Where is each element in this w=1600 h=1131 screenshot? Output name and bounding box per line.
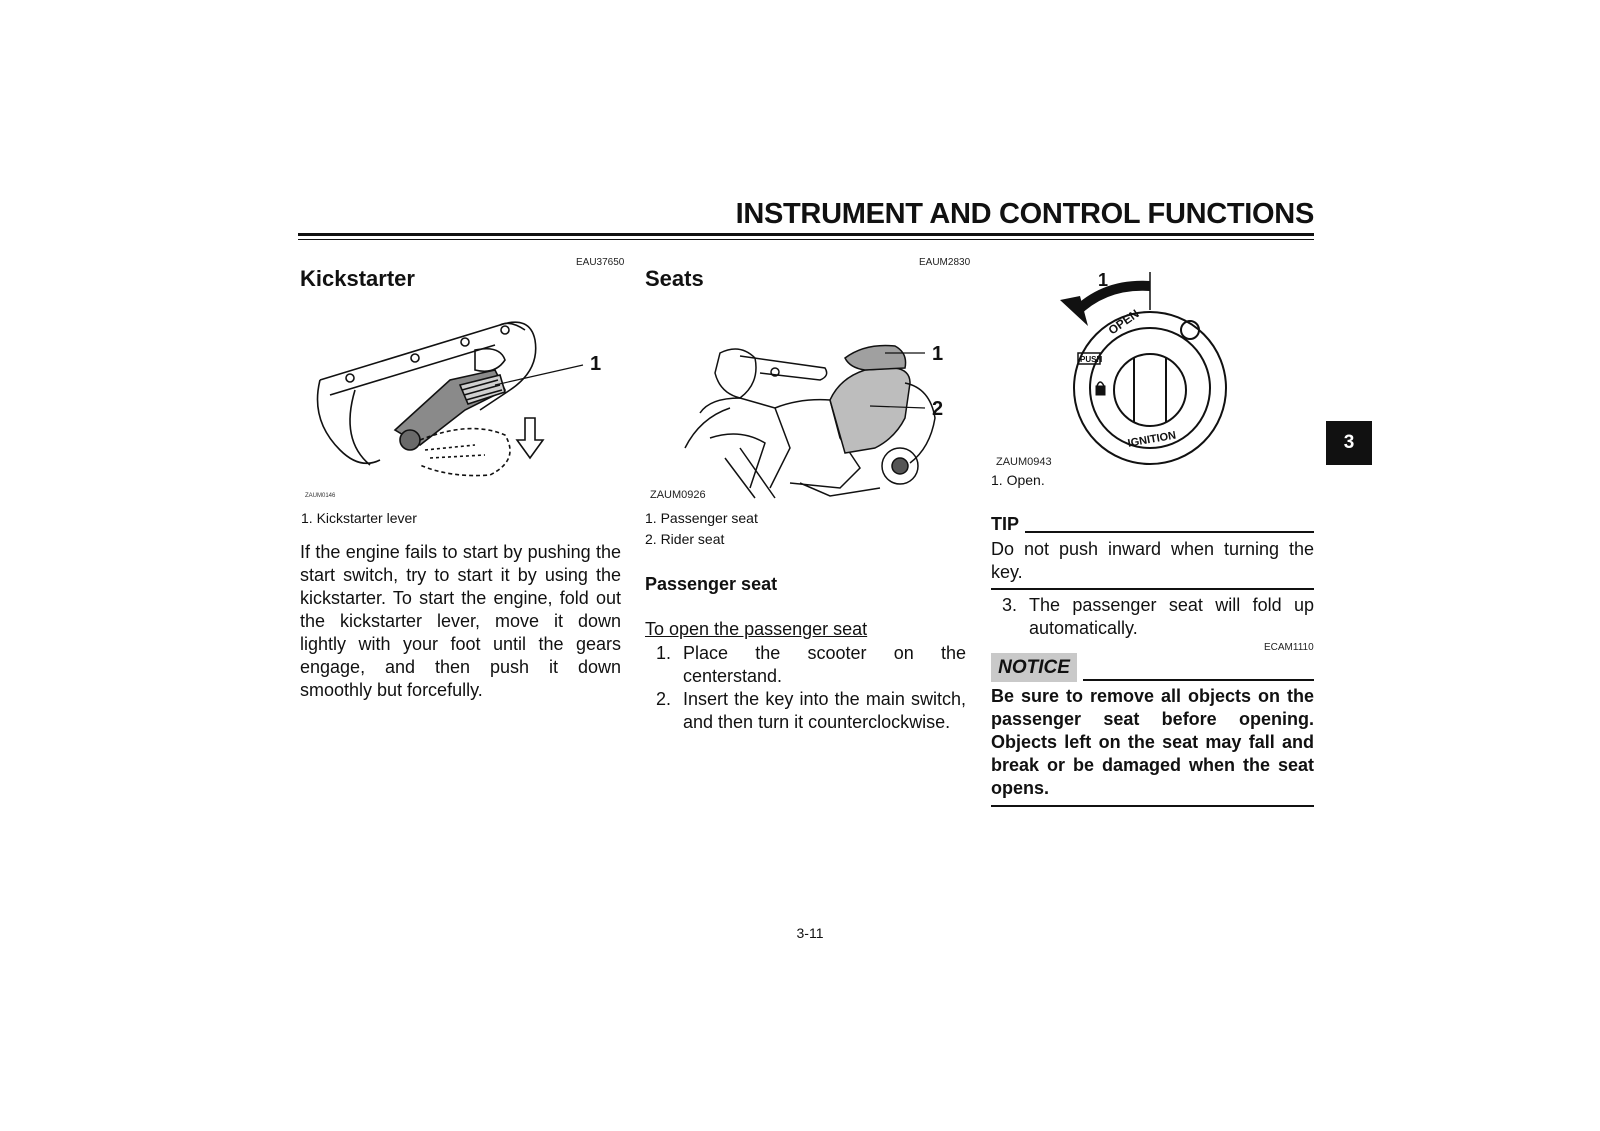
notice-badge: NOTICE xyxy=(991,653,1077,682)
tip-label: TIP xyxy=(991,514,1020,534)
seats-caption-1: 1. Passenger seat xyxy=(645,510,758,526)
tip-rule xyxy=(1025,531,1314,533)
notice-text: Be sure to remove all objects on the passenger seat before opening. Objects left on the seat may fall and break or be damaged when the seat opens. xyxy=(991,686,1314,798)
kickstarter-title: Kickstarter xyxy=(300,266,415,291)
kickstarter-caption: 1. Kickstarter lever xyxy=(301,510,417,526)
seat-step-3 xyxy=(991,594,1314,640)
seats-title: Seats xyxy=(645,266,704,291)
page-number: 3-11 xyxy=(796,925,824,941)
kickstarter-body: If the engine fails to start by pushing the start switch, try to start it by using the kickstarter. To start the engine, fold out the kickstarter lever, move it down lightly with your foot until the gears engage, and then push it down smoothly but forcefully. xyxy=(300,542,621,700)
step-1-num: 1. xyxy=(656,643,672,663)
open-label: OPEN xyxy=(1105,306,1142,338)
open-seat-heading: To open the passenger seat xyxy=(645,619,868,639)
step-item-1 xyxy=(645,642,966,688)
tip-text: Do not push inward when turning the key. xyxy=(991,539,1314,582)
seats-code: EAUM2830 xyxy=(919,257,971,268)
key-caption: 1. Open. xyxy=(991,472,1045,488)
notice-end-rule xyxy=(991,805,1314,807)
kickstarter-callout-1: 1 xyxy=(590,353,602,375)
push-label: PUSH xyxy=(1080,355,1103,364)
key-figure-id: ZAUM0943 xyxy=(996,456,1052,468)
scooter-seat-illustration xyxy=(680,338,965,503)
kickstarter-illustration xyxy=(300,300,630,500)
passenger-seat-subhead: Passenger seat xyxy=(645,574,778,594)
chapter-tab: 3 xyxy=(1326,421,1372,465)
main-switch-illustration xyxy=(1050,268,1250,473)
notice-rule xyxy=(1083,679,1314,681)
step-3-text: The passenger seat will fold up automatically. xyxy=(1029,595,1314,638)
seats-callout-2: 2 xyxy=(932,398,944,420)
kickstarter-code: EAU37650 xyxy=(576,257,625,268)
step-item-3 xyxy=(991,594,1314,640)
header-rule-thin xyxy=(298,239,1314,240)
page-header-title: INSTRUMENT AND CONTROL FUNCTIONS xyxy=(735,198,1314,230)
key-callout-1: 1 xyxy=(1098,270,1109,290)
kickstarter-figure-id: ZAUM0146 xyxy=(305,493,336,499)
step-item-2 xyxy=(645,688,966,734)
step-2-text: Insert the key into the main switch, and then turn it counterclockwise. xyxy=(683,689,966,732)
notice-code: ECAM1110 xyxy=(1264,642,1314,653)
step-3-num: 3. xyxy=(1002,595,1018,615)
header-rule-thick xyxy=(298,233,1314,236)
seat-steps xyxy=(645,642,966,734)
step-1-text: Place the scooter on the centerstand. xyxy=(683,643,966,686)
seats-figure-id: ZAUM0926 xyxy=(650,489,706,501)
step-2-num: 2. xyxy=(656,689,672,709)
seats-caption-2: 2. Rider seat xyxy=(645,531,725,547)
ignition-label: IGNITION xyxy=(1126,429,1178,450)
tip-end-rule xyxy=(991,588,1314,590)
seats-callout-1: 1 xyxy=(932,343,944,365)
